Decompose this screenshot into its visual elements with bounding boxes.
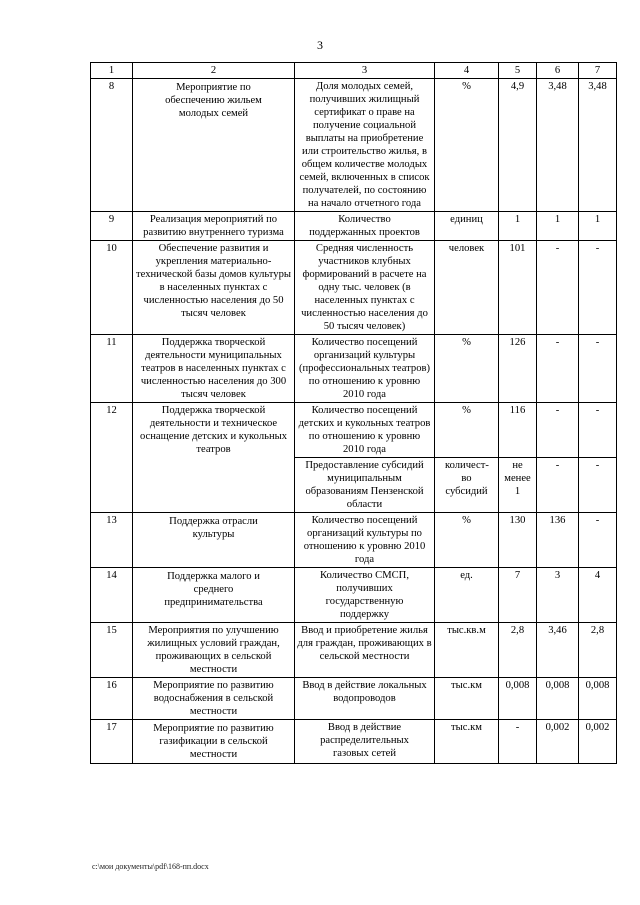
header-cell: 1 [91,63,133,79]
measure-name: Поддержка отрасли культуры [133,513,295,568]
row-number: 9 [91,212,133,241]
row-number: 8 [91,79,133,212]
value-col6: 136 [537,513,579,568]
table-row [91,403,617,458]
value-col6: - [537,241,579,335]
unit: количест-во субсидий [435,458,499,513]
row-number: 11 [91,335,133,403]
page-number: 3 [317,38,323,52]
value-col5: 130 [499,513,537,568]
value-col7: - [579,513,617,568]
measure-name: Мероприятие по развитию водоснабжения в сельской местности [133,678,295,720]
table-row [91,335,617,403]
value-col5: 2,8 [499,623,537,678]
value-col7: 2,8 [579,623,617,678]
measure-name: Поддержка малого и среднего предпринимательства [133,568,295,623]
footer-file-path: c:\мои документы\pdf\168-пп.docx [92,862,209,871]
row-number: 17 [91,720,133,764]
indicator-name: Доля молодых семей, получивших жилищный сертификат о праве на получение социальной выплаты на приобретение или строительство жилья, в общем количестве молодых семей, включенных в список получателей, по состоянию на начало отчетного года [295,79,435,212]
row-number: 16 [91,678,133,720]
value-col6: - [537,458,579,513]
row-number: 12 [91,403,133,513]
value-col6: 0,002 [537,720,579,764]
indicator-name: Количество посещений детских и кукольных театров по отношению к уровню 2010 года [295,403,435,458]
row-number: 14 [91,568,133,623]
indicator-name: Ввод в действие локальных водопроводов [295,678,435,720]
header-cell: 2 [133,63,295,79]
value-col7: 4 [579,568,617,623]
indicator-name: Предоставление субсидий муниципальным образованиям Пензенской области [295,458,435,513]
header-cell: 5 [499,63,537,79]
row-number: 13 [91,513,133,568]
value-col6: - [537,403,579,458]
indicator-name: Ввод в действие распределительных газовых сетей [295,720,435,764]
value-col6: 1 [537,212,579,241]
value-col6: 3,48 [537,79,579,212]
unit: ед. [435,568,499,623]
value-col5: 4,9 [499,79,537,212]
measure-name: Мероприятие по обеспечению жильем молодых семей [133,79,295,212]
table-row [91,568,617,623]
value-col5: 101 [499,241,537,335]
unit: тыс.кв.м [435,623,499,678]
table-row [91,623,617,678]
value-col7: 0,008 [579,678,617,720]
value-col7: - [579,241,617,335]
measure-name: Мероприятие по развитию газификации в сельской местности [133,720,295,764]
measure-name: Обеспечение развития и укрепления материально-технической базы домов культуры в населенных пунктах с численностью населения до 50 тысяч человек [133,241,295,335]
indicator-name: Ввод и приобретение жилья для граждан, проживающих в сельской местности [295,623,435,678]
value-col7: 1 [579,212,617,241]
header-cell: 4 [435,63,499,79]
table-row [91,678,617,720]
indicator-name: Количество СМСП, получивших государственную поддержку [295,568,435,623]
unit: % [435,403,499,458]
measure-name: Поддержка творческой деятельности и техническое оснащение детских и кукольных театров [133,403,295,513]
value-col5: 0,008 [499,678,537,720]
header-cell: 6 [537,63,579,79]
value-col7: - [579,403,617,458]
header-cell: 3 [295,63,435,79]
indicator-name: Средняя численность участников клубных формирований в расчете на одну тыс. человек (в населенных пунктах с численностью населения до 50 тысяч человек) [295,241,435,335]
indicator-name: Количество поддержанных проектов [295,212,435,241]
value-col5: 1 [499,212,537,241]
unit: человек [435,241,499,335]
value-col5: не менее 1 [499,458,537,513]
value-col7: - [579,335,617,403]
measure-name: Поддержка творческой деятельности муниципальных театров в населенных пунктах с численностью населения до 300 тысяч человек [133,335,295,403]
measure-name: Реализация мероприятий по развитию внутреннего туризма [133,212,295,241]
unit: % [435,335,499,403]
unit: % [435,79,499,212]
measure-name: Мероприятия по улучшению жилищных условий граждан, проживающих в сельской местности [133,623,295,678]
unit: тыс.км [435,720,499,764]
value-col7: 3,48 [579,79,617,212]
indicators-table [90,62,617,764]
header-cell: 7 [579,63,617,79]
value-col6: 0,008 [537,678,579,720]
value-col5: 7 [499,568,537,623]
table-row [91,720,617,764]
unit: единиц [435,212,499,241]
table-row [91,79,617,212]
table-row [91,513,617,568]
table-row [91,212,617,241]
indicator-name: Количество посещений организаций культуры (профессиональных театров) по отношению к уровню 2010 года [295,335,435,403]
value-col6: 3 [537,568,579,623]
value-col5: - [499,720,537,764]
table-header-row [91,63,617,79]
value-col7: - [579,458,617,513]
row-number: 10 [91,241,133,335]
value-col5: 116 [499,403,537,458]
indicator-name: Количество посещений организаций культуры по отношению к уровню 2010 года [295,513,435,568]
unit: % [435,513,499,568]
value-col6: - [537,335,579,403]
value-col7: 0,002 [579,720,617,764]
value-col5: 126 [499,335,537,403]
unit: тыс.км [435,678,499,720]
table-row [91,241,617,335]
row-number: 15 [91,623,133,678]
value-col6: 3,46 [537,623,579,678]
